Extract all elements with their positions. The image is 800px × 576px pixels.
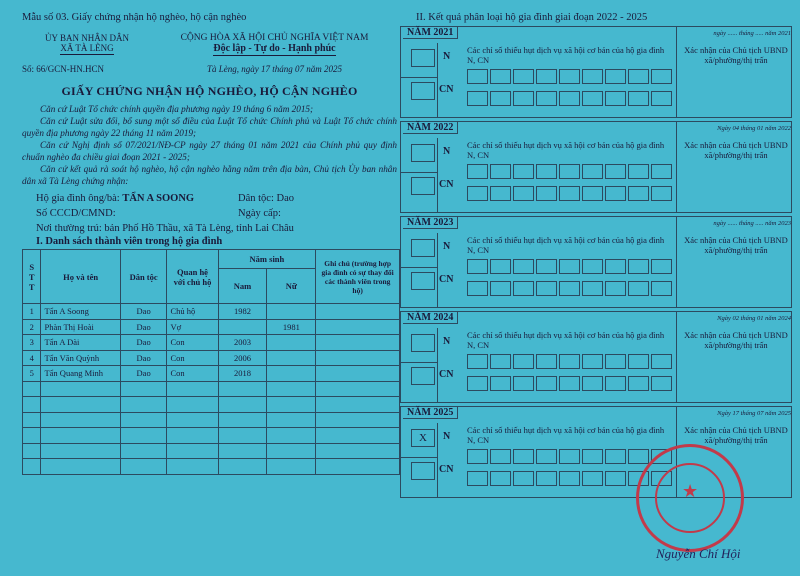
cell-note xyxy=(316,319,400,335)
cell-name: Tẩn A Dài xyxy=(41,335,120,351)
cell-note xyxy=(316,381,400,397)
cell-male: 2003 xyxy=(218,335,267,351)
year-block xyxy=(400,311,792,403)
column-divider xyxy=(437,233,438,307)
basis-line: Căn cứ Nghị định số 07/2021/NĐ-CP ngày 27 tháng 01 năm 2021 của Chính phủ quy định chuẩn nghèo đa chiều giai đoạn 2021 - 2025; xyxy=(22,140,397,162)
cell-name xyxy=(41,412,120,428)
year-label: NĂM 2025 xyxy=(403,407,458,419)
cell-male xyxy=(218,319,267,335)
cell-name xyxy=(41,443,120,459)
indicator-box[interactable] xyxy=(513,91,534,106)
indicator-box[interactable] xyxy=(490,164,511,179)
indicator-box[interactable] xyxy=(467,164,488,179)
indicator-box[interactable] xyxy=(651,259,672,274)
cell-rel xyxy=(167,428,218,444)
cn-checkbox[interactable] xyxy=(411,272,435,290)
issue-date-label: Ngày cấp: xyxy=(238,208,281,219)
authority-line-2: XÃ TÀ LÈNG xyxy=(60,43,114,53)
indicator-box[interactable] xyxy=(536,186,557,201)
table-row xyxy=(23,350,400,366)
indicator-box[interactable] xyxy=(651,69,672,84)
cn-label: CN xyxy=(439,84,454,95)
indicator-box[interactable] xyxy=(605,281,626,296)
authority-line-1: ỦY BAN NHÂN DÂN xyxy=(45,33,129,43)
indicator-box[interactable] xyxy=(582,281,603,296)
basis-line: Căn cứ Luật sửa đổi, bổ sung một số điều của Luật Tổ chức Chính phủ và Luật Tổ chức chính quyền địa phương ngày 22 tháng 11 năm 2019; xyxy=(22,116,397,138)
cn-label: CN xyxy=(439,274,454,285)
indicator-box[interactable] xyxy=(559,376,580,391)
cell-rel: Con xyxy=(167,366,218,382)
indicator-squares xyxy=(467,281,672,296)
indicator-box[interactable] xyxy=(536,69,557,84)
household-info xyxy=(22,191,397,236)
indicator-box[interactable] xyxy=(651,91,672,106)
cell-female xyxy=(267,443,316,459)
cell-stt xyxy=(23,443,41,459)
indicator-box[interactable] xyxy=(559,91,580,106)
indicator-box[interactable] xyxy=(605,376,626,391)
indicator-box[interactable] xyxy=(628,69,649,84)
cell-stt xyxy=(23,459,41,475)
cell-stt: 1 xyxy=(23,304,41,320)
year-label: NĂM 2022 xyxy=(403,122,458,134)
authority-block xyxy=(22,33,152,56)
indicator-box[interactable] xyxy=(582,69,603,84)
indicator-box[interactable] xyxy=(628,354,649,369)
table-row xyxy=(23,397,400,413)
indicator-box[interactable] xyxy=(605,354,626,369)
cell-note xyxy=(316,350,400,366)
indicator-box[interactable] xyxy=(559,186,580,201)
indicator-box[interactable] xyxy=(467,449,488,464)
column-divider xyxy=(437,423,438,497)
column-divider xyxy=(437,138,438,212)
year-label: NĂM 2024 xyxy=(403,312,458,324)
col-male: Nam xyxy=(218,269,267,304)
cell-stt: 5 xyxy=(23,366,41,382)
right-panel xyxy=(400,12,792,498)
cell-male xyxy=(218,412,267,428)
indicator-box[interactable] xyxy=(559,471,580,486)
indicator-box[interactable] xyxy=(467,376,488,391)
cell-name: Tẩn Quang Minh xyxy=(41,366,120,382)
indicator-squares xyxy=(467,91,672,106)
year-block xyxy=(400,216,792,308)
confirmation-date: Ngày 04 tháng 01 năm 2022 xyxy=(717,125,791,132)
n-label: N xyxy=(443,241,451,252)
residence-value: bản Phố Hồ Thầu, xã Tà Lèng, tỉnh Lai Châu xyxy=(104,223,294,234)
indicator-squares xyxy=(467,376,672,391)
document-date: Tà Lèng, ngày 17 tháng 07 năm 2025 xyxy=(207,64,342,74)
column-divider xyxy=(437,328,438,402)
indicator-box[interactable] xyxy=(628,91,649,106)
indicator-box[interactable] xyxy=(605,91,626,106)
indicator-box[interactable] xyxy=(559,449,580,464)
confirmation-text: Xác nhận của Chủ tịch UBND xã/phường/thị trấn xyxy=(684,235,788,255)
indicator-box[interactable] xyxy=(490,91,511,106)
section-2-title: II. Kết quả phân loại hộ gia đình giai đoạn 2022 - 2025 xyxy=(416,12,648,23)
indicator-box[interactable] xyxy=(605,259,626,274)
number-date-row xyxy=(22,64,397,74)
indicator-box[interactable] xyxy=(605,186,626,201)
cell-female xyxy=(267,381,316,397)
cell-female xyxy=(267,335,316,351)
indicator-box[interactable] xyxy=(651,354,672,369)
year-label: NĂM 2021 xyxy=(403,27,458,39)
indicator-box[interactable] xyxy=(536,281,557,296)
indicator-text: Các chỉ số thiếu hụt dịch vụ xã hội cơ bản của hộ gia đình N, CN xyxy=(467,235,665,255)
n-checkbox[interactable] xyxy=(411,239,435,257)
col-name: Họ và tên xyxy=(41,250,120,304)
indicator-box[interactable] xyxy=(467,354,488,369)
cell-stt xyxy=(23,412,41,428)
indicator-box[interactable] xyxy=(536,354,557,369)
table-row xyxy=(23,381,400,397)
legal-basis xyxy=(22,103,397,187)
indicator-box[interactable] xyxy=(536,259,557,274)
indicator-box[interactable] xyxy=(467,259,488,274)
table-row xyxy=(23,319,400,335)
cell-male xyxy=(218,428,267,444)
cell-rel: Con xyxy=(167,350,218,366)
indicator-squares xyxy=(467,69,672,84)
row-divider xyxy=(401,172,437,173)
cell-note xyxy=(316,412,400,428)
cell-name: Phàn Thị Hoài xyxy=(41,319,120,335)
col-ethnicity: Dân tộc xyxy=(120,250,167,304)
indicator-box[interactable] xyxy=(513,186,534,201)
cell-note xyxy=(316,428,400,444)
cell-stt: 3 xyxy=(23,335,41,351)
indicator-box[interactable] xyxy=(605,69,626,84)
cell-eth: Dao xyxy=(120,319,167,335)
indicator-box[interactable] xyxy=(605,449,626,464)
indicator-box[interactable] xyxy=(582,449,603,464)
table-row xyxy=(23,366,400,382)
indicator-box[interactable] xyxy=(513,259,534,274)
cn-label: CN xyxy=(439,464,454,475)
row-divider xyxy=(401,362,437,363)
col-relation: Quan hệ với chủ hộ xyxy=(167,250,218,304)
indicator-box[interactable] xyxy=(467,281,488,296)
n-label: N xyxy=(443,146,451,157)
cell-rel: Con xyxy=(167,335,218,351)
cell-rel: Vợ xyxy=(167,319,218,335)
indicator-box[interactable] xyxy=(467,186,488,201)
indicator-box[interactable] xyxy=(490,186,511,201)
cell-eth xyxy=(120,412,167,428)
cell-name xyxy=(41,381,120,397)
row-divider xyxy=(401,457,437,458)
republic-name: CỘNG HÒA XÃ HỘI CHỦ NGHĨA VIỆT NAM xyxy=(180,33,369,43)
confirmation-date: ngày ...... tháng ..... năm 2021 xyxy=(713,30,791,37)
year-block xyxy=(400,26,792,118)
id-label: Số CCCD/CMND: xyxy=(36,208,116,219)
n-label: N xyxy=(443,336,451,347)
left-panel xyxy=(22,12,397,475)
cn-label: CN xyxy=(439,179,454,190)
x-mark: X xyxy=(419,432,427,444)
indicator-box[interactable] xyxy=(628,449,649,464)
confirmation-block xyxy=(681,409,791,445)
indicator-box[interactable] xyxy=(651,376,672,391)
cell-eth: Dao xyxy=(120,335,167,351)
cell-name: Tẩn Văn Quỳnh xyxy=(41,350,120,366)
column-divider xyxy=(676,122,677,212)
indicator-box[interactable] xyxy=(467,91,488,106)
ethnicity-value: Dao xyxy=(276,193,294,204)
indicator-box[interactable] xyxy=(651,281,672,296)
indicator-box[interactable] xyxy=(628,281,649,296)
row-divider xyxy=(401,267,437,268)
column-divider xyxy=(676,27,677,117)
indicator-box[interactable] xyxy=(582,259,603,274)
confirmation-date: Ngày 17 tháng 07 năm 2025 xyxy=(717,410,791,417)
indicator-box[interactable] xyxy=(513,376,534,391)
confirmation-text: Xác nhận của Chủ tịch UBND xã/phường/thị trấn xyxy=(684,45,788,65)
cell-rel xyxy=(167,443,218,459)
basis-line: Căn cứ kết quả rà soát hộ nghèo, hộ cận nghèo hằng năm trên địa bàn, Chủ tịch Ủy ban nhân dân xã Tà Lèng chứng nhận: xyxy=(22,164,397,186)
document-number: Số: 66/GCN-HN.HCN xyxy=(22,64,105,74)
indicator-box[interactable] xyxy=(536,164,557,179)
year-label: NĂM 2023 xyxy=(403,217,458,229)
indicator-box[interactable] xyxy=(490,376,511,391)
basis-line: Căn cứ Luật Tổ chức chính quyền địa phương ngày 19 tháng 6 năm 2015; xyxy=(40,104,314,114)
cell-eth: Dao xyxy=(120,350,167,366)
cell-female xyxy=(267,366,316,382)
section-1-title: I. Danh sách thành viên trong hộ gia đình xyxy=(36,236,223,247)
cell-female xyxy=(267,350,316,366)
cell-female xyxy=(267,304,316,320)
col-birth-year: Năm sinh xyxy=(218,250,316,269)
indicator-box[interactable] xyxy=(490,69,511,84)
table-row xyxy=(23,412,400,428)
cell-stt xyxy=(23,397,41,413)
cn-checkbox[interactable] xyxy=(411,177,435,195)
indicator-box[interactable] xyxy=(582,164,603,179)
cell-female: 1981 xyxy=(267,319,316,335)
column-divider xyxy=(437,43,438,117)
star-icon: ★ xyxy=(682,481,699,501)
indicator-box[interactable] xyxy=(559,69,580,84)
cell-name xyxy=(41,397,120,413)
indicator-box[interactable] xyxy=(559,281,580,296)
indicator-box[interactable] xyxy=(628,376,649,391)
indicator-box[interactable] xyxy=(559,354,580,369)
cell-male: 2018 xyxy=(218,366,267,382)
indicator-box[interactable] xyxy=(490,281,511,296)
col-note: Ghi chú (trường hợp gia đình có sự thay đổi các thành viên trong hộ) xyxy=(316,250,400,304)
indicator-box[interactable] xyxy=(536,471,557,486)
cell-note xyxy=(316,443,400,459)
col-female: Nữ xyxy=(267,269,316,304)
cell-rel xyxy=(167,412,218,428)
table-row xyxy=(23,428,400,444)
cell-rel xyxy=(167,397,218,413)
cell-male xyxy=(218,381,267,397)
household-name: TẨN A SOONG xyxy=(122,193,195,204)
document-header xyxy=(22,33,397,56)
indicator-box[interactable] xyxy=(651,186,672,201)
signature-name: Nguyễn Chí Hội xyxy=(656,546,741,561)
cell-note xyxy=(316,397,400,413)
indicator-text: Các chỉ số thiếu hụt dịch vụ xã hội cơ bản của hộ gia đình N, CN xyxy=(467,425,665,445)
cell-male xyxy=(218,397,267,413)
ethnicity-label: Dân tộc: xyxy=(238,193,274,204)
indicator-box[interactable] xyxy=(490,449,511,464)
residence-label: Nơi thường trú: xyxy=(36,223,102,234)
red-seal-stamp xyxy=(636,444,744,552)
indicator-box[interactable] xyxy=(513,449,534,464)
indicator-box[interactable] xyxy=(559,164,580,179)
indicator-box[interactable] xyxy=(490,259,511,274)
cell-name: Tẩn A Soong xyxy=(41,304,120,320)
document-title: GIẤY CHỨNG NHẬN HỘ NGHÈO, HỘ CẬN NGHÈO xyxy=(61,84,358,98)
cell-name xyxy=(41,459,120,475)
confirmation-date: ngày ...... tháng ..... năm 2023 xyxy=(713,220,791,227)
confirmation-block xyxy=(681,29,791,65)
indicator-box[interactable] xyxy=(513,69,534,84)
indicator-box[interactable] xyxy=(536,376,557,391)
indicator-box[interactable] xyxy=(582,91,603,106)
indicator-squares xyxy=(467,164,672,179)
indicator-text: Các chỉ số thiếu hụt dịch vụ xã hội cơ bản của hộ gia đình N, CN xyxy=(467,330,665,350)
col-stt: S T T xyxy=(23,250,41,304)
indicator-squares xyxy=(467,449,672,464)
indicator-text: Các chỉ số thiếu hụt dịch vụ xã hội cơ bản của hộ gia đình N, CN xyxy=(467,45,665,65)
cell-female xyxy=(267,428,316,444)
cell-rel xyxy=(167,381,218,397)
confirmation-text: Xác nhận của Chủ tịch UBND xã/phường/thị trấn xyxy=(684,140,788,160)
indicator-box[interactable] xyxy=(513,164,534,179)
indicator-box[interactable] xyxy=(582,376,603,391)
n-checkbox[interactable] xyxy=(411,429,435,447)
indicator-box[interactable] xyxy=(582,471,603,486)
cn-label: CN xyxy=(439,369,454,380)
cell-eth xyxy=(120,428,167,444)
cell-male: 1982 xyxy=(218,304,267,320)
table-row xyxy=(23,335,400,351)
indicator-squares xyxy=(467,186,672,201)
table-row xyxy=(23,304,400,320)
cell-note xyxy=(316,304,400,320)
indicator-box[interactable] xyxy=(651,164,672,179)
members-table xyxy=(22,249,400,475)
confirmation-block xyxy=(681,219,791,255)
motto: Độc lập - Tự do - Hạnh phúc xyxy=(213,43,336,54)
cn-checkbox[interactable] xyxy=(411,462,435,480)
cell-note xyxy=(316,366,400,382)
n-checkbox[interactable] xyxy=(411,144,435,162)
cell-name xyxy=(41,428,120,444)
cell-male xyxy=(218,459,267,475)
year-block xyxy=(400,121,792,213)
confirmation-block xyxy=(681,124,791,160)
national-motto xyxy=(152,33,397,56)
confirmation-date: Ngày 02 tháng 01 năm 2024 xyxy=(717,315,791,322)
indicator-box[interactable] xyxy=(513,354,534,369)
form-code: Mẫu số 03. Giấy chứng nhận hộ nghèo, hộ cận nghèo xyxy=(22,12,247,23)
indicator-box[interactable] xyxy=(513,281,534,296)
cell-female xyxy=(267,412,316,428)
cell-eth: Dao xyxy=(120,304,167,320)
table-row xyxy=(23,459,400,475)
n-label: N xyxy=(443,431,451,442)
confirmation-text: Xác nhận của Chủ tịch UBND xã/phường/thị trấn xyxy=(684,425,788,445)
confirmation-block xyxy=(681,314,791,350)
indicator-box[interactable] xyxy=(605,164,626,179)
indicator-box[interactable] xyxy=(467,69,488,84)
cn-checkbox[interactable] xyxy=(411,367,435,385)
indicator-box[interactable] xyxy=(536,449,557,464)
cell-female xyxy=(267,397,316,413)
column-divider xyxy=(676,312,677,402)
cell-eth xyxy=(120,459,167,475)
cell-eth xyxy=(120,397,167,413)
indicator-box[interactable] xyxy=(490,471,511,486)
household-label: Hộ gia đình ông/bà: xyxy=(36,193,120,204)
cell-note xyxy=(316,459,400,475)
indicator-text: Các chỉ số thiếu hụt dịch vụ xã hội cơ bản của hộ gia đình N, CN xyxy=(467,140,665,160)
indicator-box[interactable] xyxy=(628,186,649,201)
cell-rel: Chủ hộ xyxy=(167,304,218,320)
indicator-box[interactable] xyxy=(628,259,649,274)
indicator-box[interactable] xyxy=(559,259,580,274)
indicator-box[interactable] xyxy=(467,471,488,486)
n-checkbox[interactable] xyxy=(411,49,435,67)
table-row xyxy=(23,443,400,459)
indicator-box[interactable] xyxy=(582,186,603,201)
indicator-squares xyxy=(467,259,672,274)
indicator-box[interactable] xyxy=(582,354,603,369)
cell-eth: Dao xyxy=(120,366,167,382)
cell-eth xyxy=(120,381,167,397)
cell-stt xyxy=(23,381,41,397)
column-divider xyxy=(676,217,677,307)
cell-eth xyxy=(120,443,167,459)
indicator-box[interactable] xyxy=(490,354,511,369)
cell-rel xyxy=(167,459,218,475)
row-divider xyxy=(401,77,437,78)
cell-stt: 4 xyxy=(23,350,41,366)
indicator-box[interactable] xyxy=(513,471,534,486)
indicator-box[interactable] xyxy=(536,91,557,106)
n-checkbox[interactable] xyxy=(411,334,435,352)
cn-checkbox[interactable] xyxy=(411,82,435,100)
n-label: N xyxy=(443,51,451,62)
cell-male xyxy=(218,443,267,459)
seal-inner-ring xyxy=(655,463,725,533)
indicator-box[interactable] xyxy=(605,471,626,486)
cell-stt: 2 xyxy=(23,319,41,335)
indicator-squares xyxy=(467,354,672,369)
confirmation-text: Xác nhận của Chủ tịch UBND xã/phường/thị trấn xyxy=(684,330,788,350)
cell-stt xyxy=(23,428,41,444)
cell-female xyxy=(267,459,316,475)
cell-male: 2006 xyxy=(218,350,267,366)
indicator-box[interactable] xyxy=(628,164,649,179)
cell-note xyxy=(316,335,400,351)
